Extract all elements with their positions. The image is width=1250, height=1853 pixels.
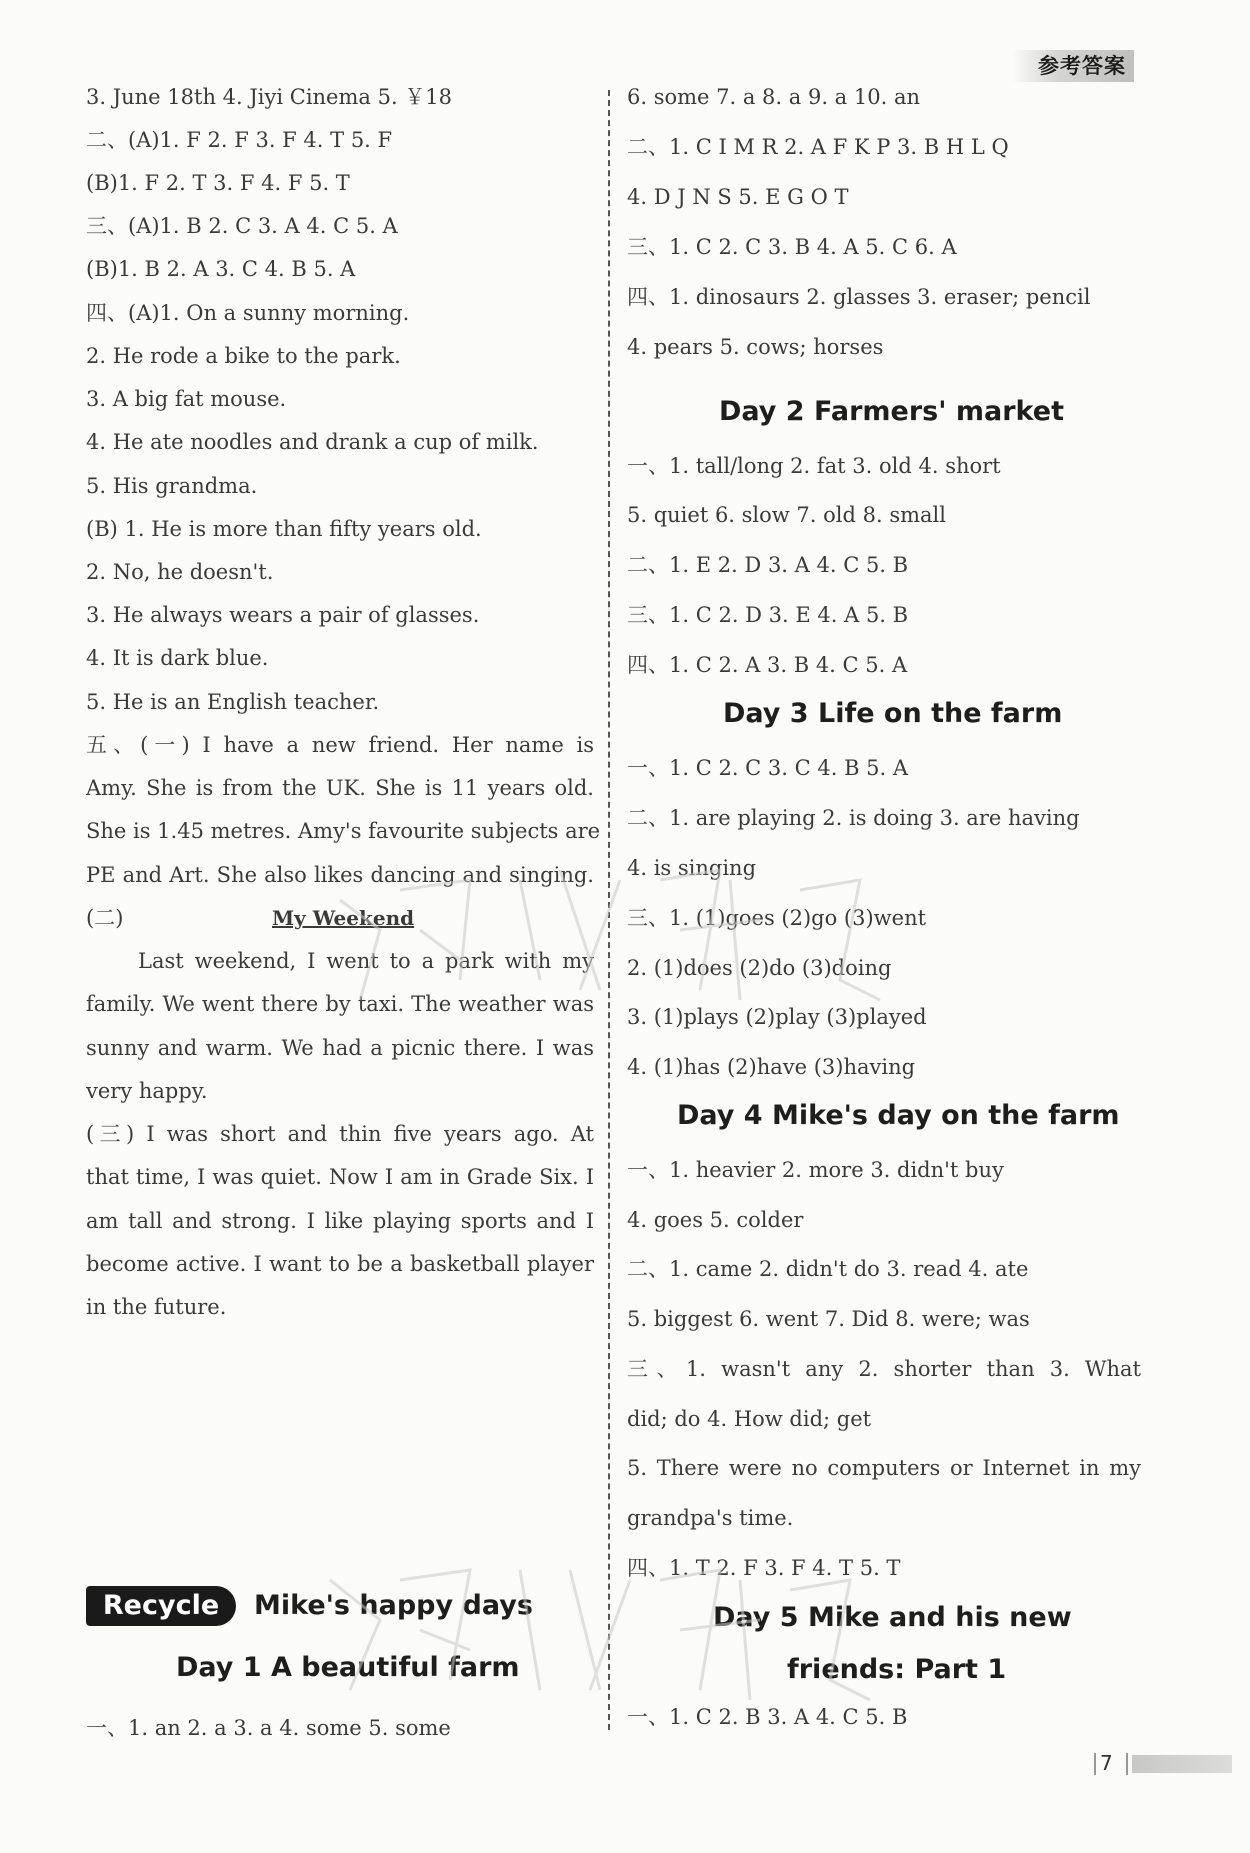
answer-line: 5. quiet 6. slow 7. old 8. small [627,503,946,527]
essay-line: Last weekend, I went to a park with my [138,949,594,973]
answer-line: (B)1. B 2. A 3. C 4. B 5. A [86,257,356,281]
page-number-divider [1126,1753,1128,1775]
essay-line: She is 1.45 metres. Amy's favourite subjects are [86,819,601,843]
answer-line: 三、1. (1)goes (2)go (3)went [627,906,927,930]
page-number-divider [1094,1753,1096,1775]
answer-line: (B) 1. He is more than fifty years old. [86,517,482,541]
answer-line: 3. June 18th 4. Jiyi Cinema 5. ￥18 [86,85,453,109]
page-number: 7 [1100,1751,1113,1775]
essay-line: (三) I was short and thin five years ago. At [86,1122,594,1146]
footer-decoration [1132,1755,1232,1773]
day1-heading: Day 1 A beautiful farm [176,1652,520,1683]
answer-line: 3. A big fat mouse. [86,387,287,411]
essay-line: family. We went there by taxi. The weather was [86,992,594,1016]
answer-line: 5. His grandma. [86,474,258,498]
answer-line: 一、1. C 2. B 3. A 4. C 5. B [627,1705,908,1729]
answer-line: 二、1. C I M R 2. A F K P 3. B H L Q [627,135,1009,159]
answer-line: grandpa's time. [627,1506,794,1530]
answer-line: 4. It is dark blue. [86,646,269,670]
answer-line: 一、1. heavier 2. more 3. didn't buy [627,1158,1004,1182]
answer-line: 一、1. an 2. a 3. a 4. some 5. some [86,1716,451,1740]
day5-heading: Day 5 Mike and his new [713,1602,1072,1633]
essay-line: PE and Art. She also likes dancing and singing. [86,863,594,887]
answer-line: 4. (1)has (2)have (3)having [627,1055,916,1079]
essay-line: am tall and strong. I like playing sports and I [86,1209,594,1233]
answer-line: 2. (1)does (2)do (3)doing [627,956,892,980]
answer-line: 二、1. are playing 2. is doing 3. are having [627,806,1080,830]
answer-line: 四、1. T 2. F 3. F 4. T 5. T [627,1556,901,1580]
answer-line: 四、1. dinosaurs 2. glasses 3. eraser; pencil [627,285,1091,309]
essay-line: that time, I was quiet. Now I am in Grade Six. I [86,1165,594,1189]
essay-line: become active. I want to be a basketball player [86,1252,594,1276]
answer-line: 三、1. C 2. D 3. E 4. A 5. B [627,603,909,627]
essay-line: 五、(一) I have a new friend. Her name is [86,733,594,757]
answer-line: 4. D J N S 5. E G O T [627,185,849,209]
answer-line: 一、1. C 2. C 3. C 4. B 5. A [627,756,909,780]
answer-line: 四、1. C 2. A 3. B 4. C 5. A [627,653,908,677]
answer-line: 3. He always wears a pair of glasses. [86,603,480,627]
answer-line: 6. some 7. a 8. a 9. a 10. an [627,85,920,109]
essay-title: My Weekend [272,906,415,930]
essay-line: sunny and warm. We had a picnic there. I was [86,1036,594,1060]
day3-heading: Day 3 Life on the farm [723,698,1063,729]
answer-line: 四、(A)1. On a sunny morning. [86,301,410,325]
day2-heading: Day 2 Farmers' market [719,396,1065,427]
answer-line: 4. is singing [627,856,757,880]
essay-line: in the future. [86,1295,227,1319]
column-divider [608,90,610,1730]
answer-line: 三、(A)1. B 2. C 3. A 4. C 5. A [86,214,398,238]
answer-line: 一、1. tall/long 2. fat 3. old 4. short [627,454,1001,478]
unit-title: Mike's happy days [254,1590,533,1621]
answer-line: 5. There were no computers or Internet in my [627,1456,1141,1480]
answer-key-badge: 参考答案 [1012,50,1134,82]
answer-line: 5. biggest 6. went 7. Did 8. were; was [627,1307,1030,1331]
answer-line: 二、1. came 2. didn't do 3. read 4. ate [627,1257,1029,1281]
answer-line: 5. He is an English teacher. [86,690,380,714]
day4-heading: Day 4 Mike's day on the farm [677,1100,1120,1131]
day5-heading-cont: friends: Part 1 [787,1654,1007,1685]
essay-line: Amy. She is from the UK. She is 11 years old. [86,776,594,800]
answer-line: 二、(A)1. F 2. F 3. F 4. T 5. F [86,128,393,152]
answer-line: 4. pears 5. cows; horses [627,335,884,359]
answer-line: 4. goes 5. colder [627,1208,804,1232]
answer-line: 三、1. wasn't any 2. shorter than 3. What [627,1357,1141,1381]
answer-line: 二、1. E 2. D 3. A 4. C 5. B [627,553,909,577]
answer-line: 3. (1)plays (2)play (3)played [627,1005,927,1029]
answer-line: (B)1. F 2. T 3. F 4. F 5. T [86,171,350,195]
answer-line: 三、1. C 2. C 3. B 4. A 5. C 6. A [627,235,957,259]
answer-line: 2. He rode a bike to the park. [86,344,401,368]
answer-line: 2. No, he doesn't. [86,560,274,584]
essay-line: very happy. [86,1079,208,1103]
answer-line: did; do 4. How did; get [627,1407,872,1431]
essay-label: (二) [86,906,124,930]
recycle-tag: Recycle [86,1586,236,1626]
answer-line: 4. He ate noodles and drank a cup of milk. [86,430,539,454]
